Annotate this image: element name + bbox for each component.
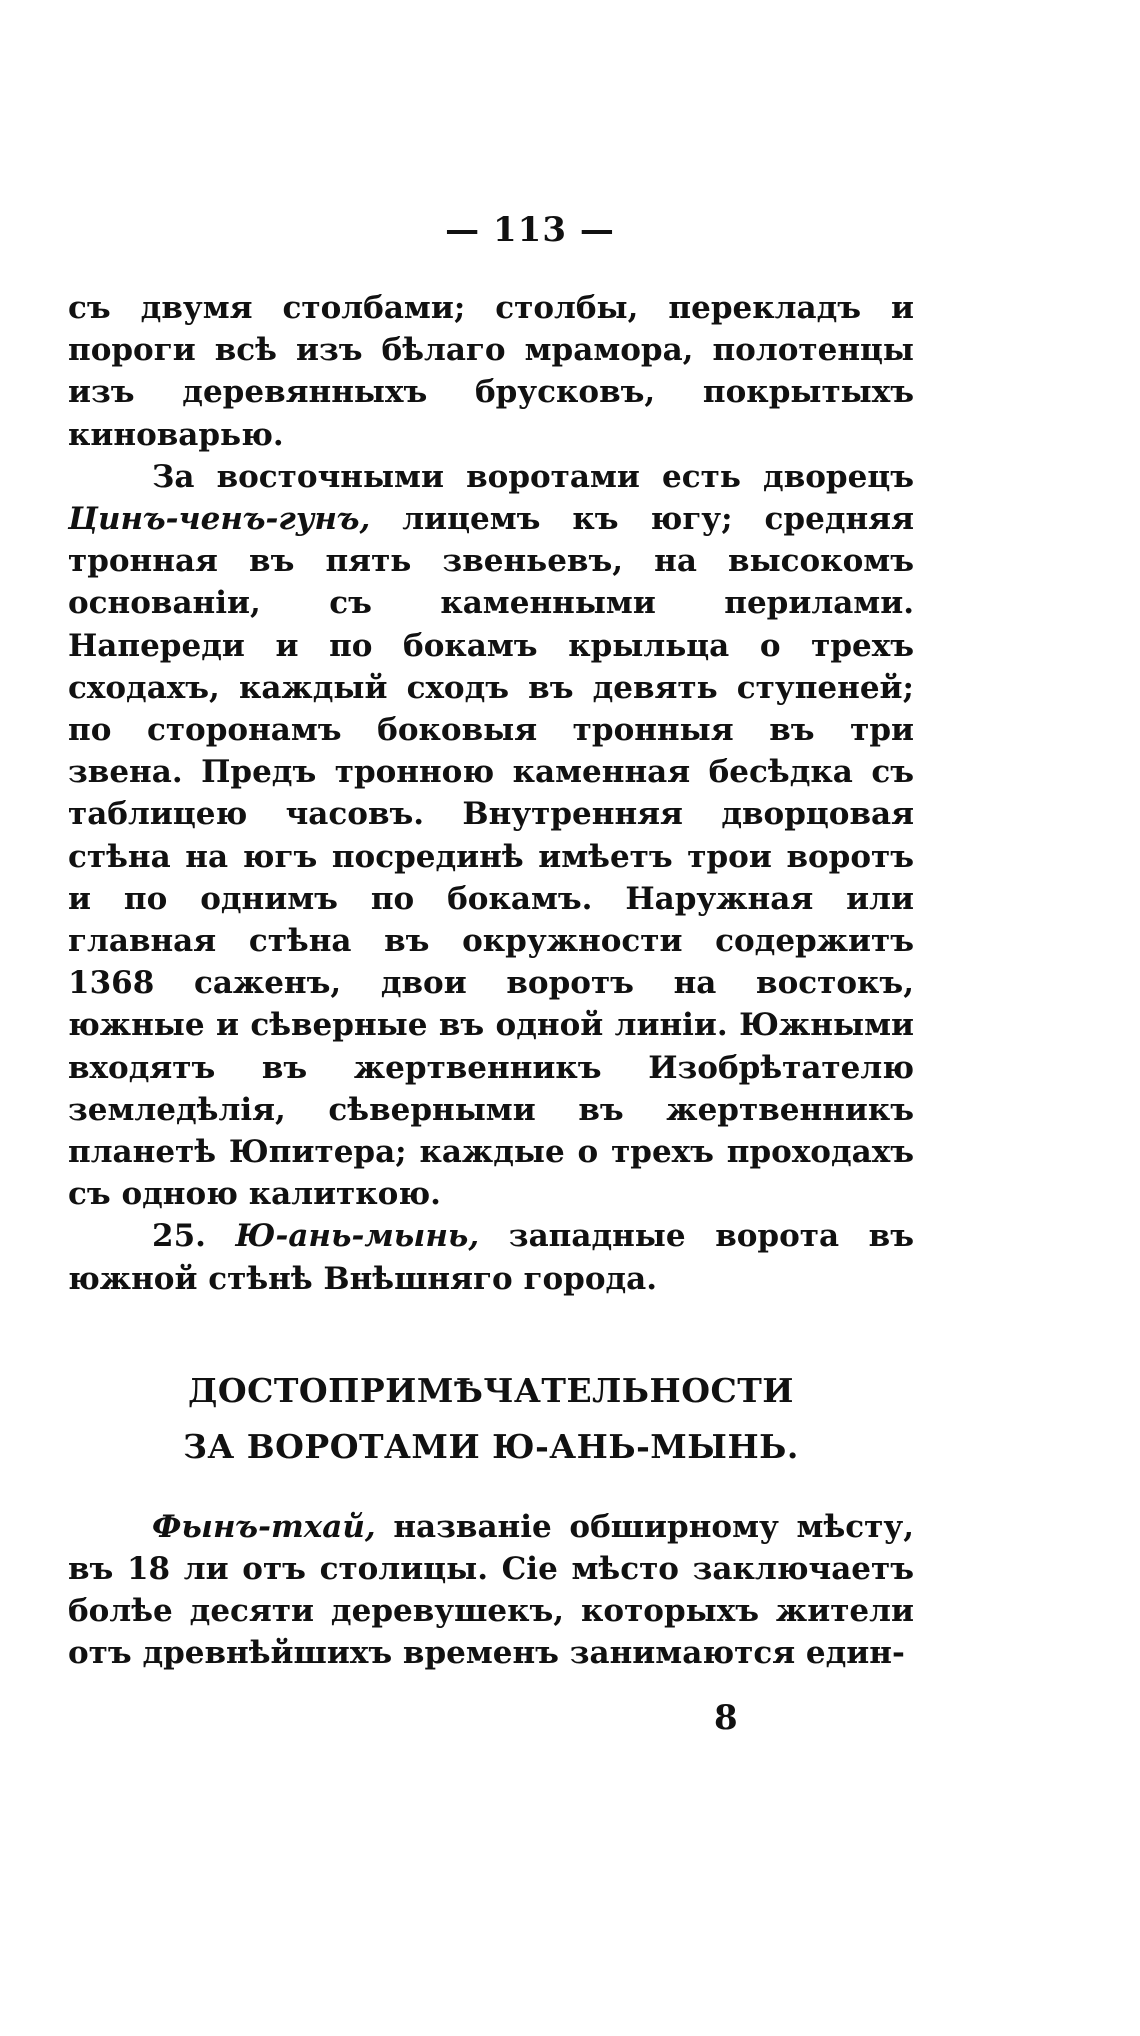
- section-text-block: [68, 1506, 914, 1674]
- item-number: 25.: [152, 1218, 236, 1255]
- paragraph-3: [68, 1215, 914, 1299]
- paragraph-2: [68, 456, 914, 1216]
- paragraph-4: [68, 1506, 914, 1674]
- paragraph-3-body: западные ворота въ южной стѣнѣ Внѣшняго города.: [68, 1218, 914, 1297]
- place-name: Фынъ-тхай,: [152, 1509, 376, 1545]
- gate-name: Ю-ань-мынь,: [235, 1218, 480, 1255]
- palace-name: Цинъ-ченъ-гунъ,: [68, 501, 371, 538]
- section-heading-line-1: ДОСТОПРИМѢЧАТЕЛЬНОСТИ: [188, 1371, 794, 1410]
- paragraph-2-body: лицемъ къ югу; средняя тронная въ пять звеньевъ, на высокомъ основаніи, съ каменными перилами. Напереди и по бокамъ крыльца о трехъ сходахъ, каждый сходъ въ девять ступеней; по сторонамъ боковыя тронныя въ три звена. Предъ тронною каменная бесѣдка съ таблицею часовъ. Внутренняя дворцовая стѣна на югъ посрединѣ имѣетъ трои воротъ и по однимъ по бокамъ. Наружная или главная стѣна въ окружности содержитъ 1368 саженъ, двои воротъ на востокъ, южные и сѣверные въ одной линіи. Южными входятъ въ жертвенникъ Изобрѣтателю земледѣлія, сѣверными въ жертвенникъ планетѣ Юпитера; каждые о трехъ проходахъ съ одною калиткою.: [68, 501, 914, 1213]
- paragraph-2-prefix: За восточными воротами есть дворецъ: [152, 458, 914, 495]
- paragraph-4-body: названіе обширному мѣсту, въ 18 ли отъ столицы. Сіе мѣсто заключаетъ болѣе десяти деревушекъ, которыхъ жители отъ древнѣйшихъ временъ занимаются един-: [68, 1509, 914, 1671]
- main-text-block: [68, 287, 914, 1300]
- paragraph-1: съ двумя столбами; столбы, перекладъ и пороги всѣ изъ бѣлаго мрамора, полотенцы изъ деревянныхъ брусковъ, покрытыхъ киноварью.: [68, 290, 914, 453]
- page-number-header: — 113 —: [445, 210, 615, 250]
- signature-mark: 8: [714, 1698, 738, 1738]
- section-heading: [68, 1363, 914, 1475]
- section-heading-line-2: ЗА ВОРОТАМИ Ю-АНЬ-МЫНЬ.: [183, 1427, 799, 1466]
